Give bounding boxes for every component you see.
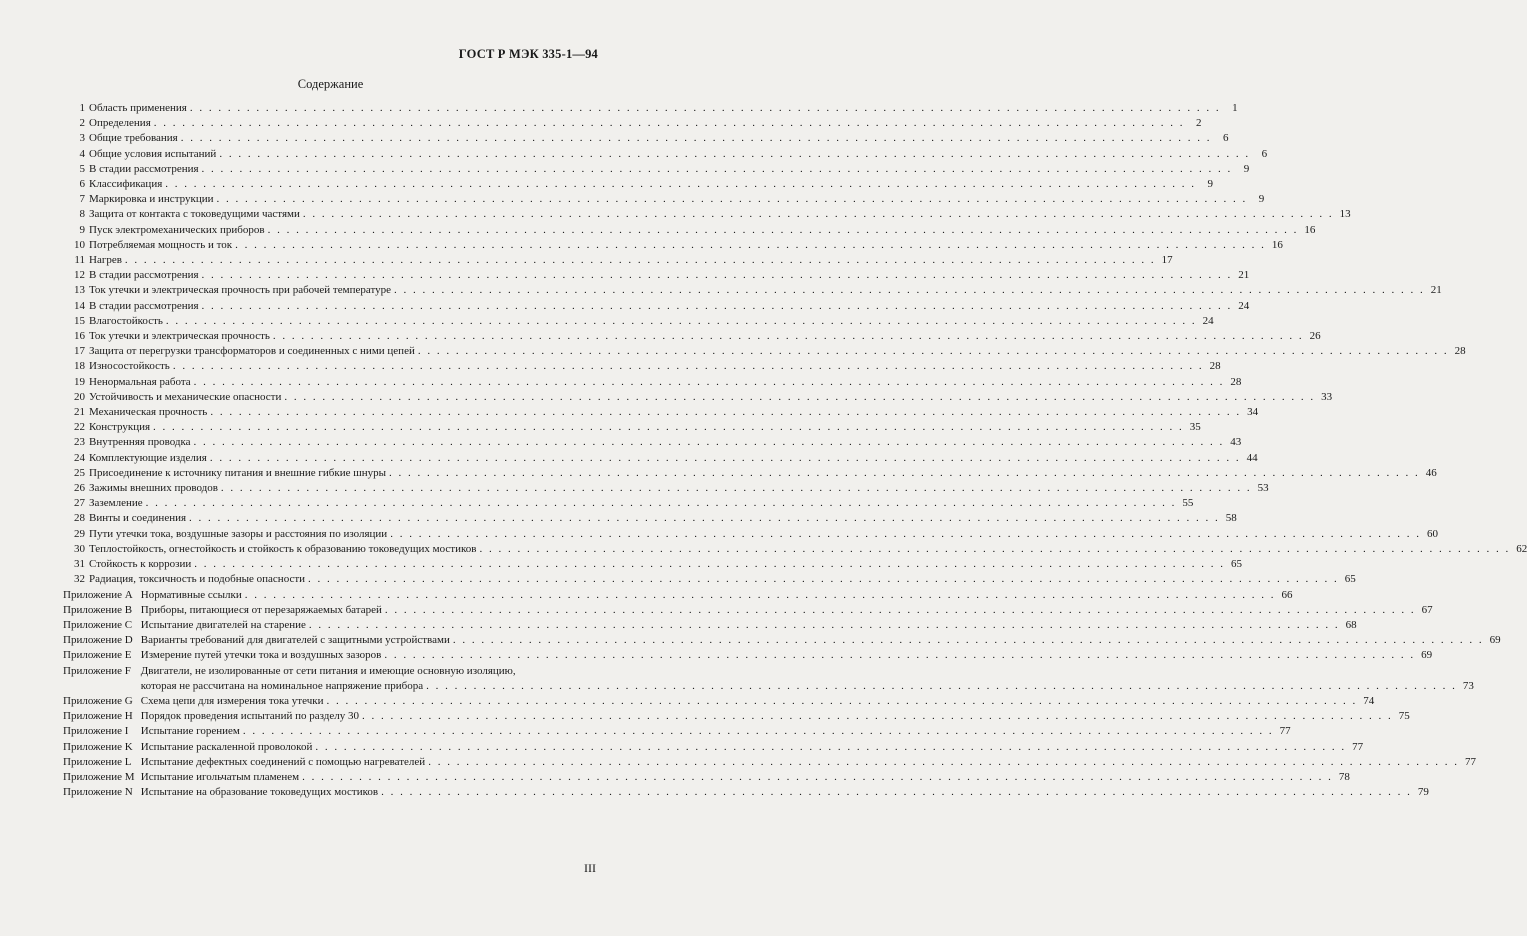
section-number: 26	[74, 482, 85, 495]
section-title: Определения	[89, 117, 151, 130]
section-number: 24	[74, 451, 85, 464]
page-reference: 53	[1257, 482, 1269, 495]
dot-leader	[418, 344, 1449, 359]
section-title: Защита от перегрузки трансформаторов и соединенных с ними цепей	[89, 345, 415, 358]
section-title: Внутренняя проводка	[89, 436, 191, 449]
appendix-entry	[63, 588, 1293, 603]
page-reference: 44	[1246, 451, 1258, 464]
appendix-word: Приложение	[63, 740, 123, 753]
dot-leader	[219, 147, 1250, 162]
appendix-title: Варианты требований для двигателей с защитными устройствами	[140, 634, 450, 647]
section-number: 1	[79, 102, 85, 114]
appendix-title-line2: которая не рассчитана на номинальное напряжение прибора	[140, 679, 424, 692]
appendix-letter: G	[124, 694, 133, 707]
section-title: Потребляемая мощность и ток	[89, 238, 233, 251]
section-number: 6	[79, 178, 85, 191]
appendix-entry	[63, 724, 1291, 739]
toc-entry	[63, 314, 1214, 329]
section-number: 4	[79, 147, 85, 160]
dot-leader	[268, 223, 1299, 238]
page-number: III	[584, 861, 596, 875]
appendix-letter: N	[124, 786, 133, 799]
page-reference: 9	[1243, 162, 1250, 175]
page-reference: 26	[1309, 330, 1321, 343]
appendix-word: Приложение	[63, 603, 123, 616]
toc-entry	[63, 101, 1238, 116]
dot-leader	[326, 694, 1357, 709]
toc-entry	[63, 299, 1250, 314]
dot-leader	[389, 466, 1420, 481]
page-reference: 21	[1238, 269, 1250, 282]
toc-entry	[63, 116, 1202, 131]
appendix-letter: C	[124, 618, 133, 631]
appendix-word: Приложение	[63, 634, 123, 647]
dot-leader	[154, 116, 1185, 131]
section-number: 20	[74, 390, 85, 403]
page-reference: 77	[1279, 725, 1291, 738]
page-reference: 79	[1417, 786, 1429, 799]
page-reference: 16	[1271, 238, 1283, 251]
page-reference: 58	[1225, 512, 1237, 525]
section-title: Теплостойкость, огнестойкость и стойкость к образованию токоведущих мостиков	[89, 542, 477, 555]
toc-entry	[63, 375, 1242, 390]
page-reference: 28	[1209, 360, 1221, 373]
appendix-label	[63, 664, 137, 679]
section-title: Пути утечки тока, воздушные зазоры и расстояния по изоляции	[89, 527, 388, 540]
appendix-letter: L	[124, 755, 132, 768]
appendix-label	[63, 588, 137, 603]
dot-leader	[303, 207, 1334, 222]
section-title: Комплектующие изделия	[89, 451, 207, 464]
appendix-letter: I	[124, 725, 129, 738]
toc-entry	[63, 557, 1243, 572]
appendix-letter: A	[124, 588, 133, 601]
toc-entry	[63, 420, 1201, 435]
toc-entry	[63, 496, 1194, 511]
appendix-letter: B	[124, 603, 133, 616]
table-of-contents	[63, 101, 1527, 800]
section-title: Общие условия испытаний	[89, 147, 217, 160]
dot-leader	[210, 405, 1241, 420]
toc-entry	[63, 359, 1221, 374]
dot-leader	[125, 253, 1156, 268]
appendix-letter: D	[124, 634, 133, 647]
appendix-title-block	[137, 664, 1474, 694]
page-reference: 77	[1464, 755, 1476, 768]
appendix-label	[63, 770, 137, 785]
section-title: Износостойкость	[89, 360, 170, 373]
dot-leader	[221, 481, 1252, 496]
toc-entry	[63, 192, 1265, 207]
toc-entry	[63, 253, 1173, 268]
toc-entry	[63, 207, 1351, 222]
page-reference: 33	[1321, 390, 1333, 403]
page-reference: 16	[1304, 223, 1316, 236]
dot-leader	[309, 618, 1340, 633]
section-title: Радиация, токсичность и подобные опасности	[89, 573, 306, 586]
section-number: 13	[74, 284, 85, 297]
appendix-title: Схема цепи для измерения тока утечки	[140, 694, 324, 707]
page-reference: 43	[1230, 436, 1242, 449]
page-reference: 78	[1338, 770, 1350, 783]
section-title: Ток утечки и электрическая прочность	[89, 330, 270, 343]
section-number: 9	[79, 223, 85, 236]
appendix-word: Приложение	[63, 755, 123, 768]
section-number: 10	[74, 238, 85, 251]
section-title: Ток утечки и электрическая прочность при рабочей температуре	[89, 284, 391, 297]
appendix-entry	[63, 785, 1429, 800]
page-reference: 65	[1344, 573, 1356, 586]
appendix-label	[63, 740, 137, 755]
dot-leader	[394, 283, 1425, 298]
appendix-word: Приложение	[63, 694, 123, 707]
toc-entry	[63, 344, 1466, 359]
appendix-entry	[63, 648, 1433, 663]
page-reference: 24	[1238, 299, 1250, 312]
page-reference: 1	[1232, 102, 1238, 114]
toc-entry	[63, 238, 1283, 253]
toc-entry	[63, 466, 1437, 481]
section-number: 3	[79, 132, 85, 145]
section-title: Зажимы внешних проводов	[89, 482, 218, 495]
section-number: 29	[74, 527, 85, 540]
section-number: 19	[74, 375, 85, 388]
appendix-label	[63, 648, 137, 663]
appendix-title: Испытание двигателей на старение	[140, 618, 306, 631]
appendix-entry	[63, 709, 1410, 724]
appendix-word: Приложение	[63, 786, 123, 799]
dot-leader	[385, 603, 1416, 618]
toc-entry	[63, 435, 1242, 450]
page-reference: 55	[1182, 497, 1194, 510]
page-reference: 17	[1161, 254, 1173, 267]
section-title: Стойкость к коррозии	[89, 558, 192, 571]
section-number: 21	[74, 406, 85, 419]
appendix-entry	[63, 755, 1476, 770]
section-number: 28	[74, 512, 85, 525]
page-reference: 34	[1247, 406, 1259, 419]
page-reference: 6	[1261, 147, 1268, 160]
section-title: Конструкция	[89, 421, 151, 434]
section-number: 7	[79, 193, 85, 206]
appendix-word: Приложение	[63, 664, 123, 677]
dot-leader	[181, 131, 1212, 146]
appendix-title: Испытание дефектных соединений с помощью нагревателей	[140, 755, 426, 768]
page-reference: 24	[1202, 314, 1214, 327]
appendix-word: Приложение	[63, 710, 123, 723]
toc-entry	[63, 481, 1269, 496]
section-title: Устойчивость и механические опасности	[89, 390, 282, 403]
section-title: Механическая прочность	[89, 406, 208, 419]
dot-leader	[381, 785, 1412, 800]
page-reference: 21	[1430, 284, 1442, 297]
section-number: 14	[74, 299, 85, 312]
toc-title: Содержание	[297, 77, 364, 91]
section-title: Общие требования	[89, 132, 178, 145]
appendix-word: Приложение	[63, 588, 123, 601]
dot-leader	[210, 451, 1241, 466]
page-reference: 6	[1222, 132, 1229, 145]
dot-leader	[190, 101, 1221, 116]
section-number: 11	[74, 254, 85, 267]
dot-leader	[453, 633, 1484, 648]
section-title: Винты и соединения	[89, 512, 187, 525]
section-number: 16	[74, 330, 85, 343]
section-number: 31	[74, 558, 85, 571]
dot-leader	[202, 162, 1233, 177]
section-title: Область применения	[89, 102, 187, 114]
dot-leader	[315, 740, 1346, 755]
toc-entry	[63, 511, 1237, 526]
section-number: 32	[74, 573, 85, 586]
dot-leader	[202, 299, 1233, 314]
dot-leader	[202, 268, 1233, 283]
toc-entry	[63, 405, 1259, 420]
dot-leader	[153, 420, 1184, 435]
section-title: Защита от контакта с токоведущими частями	[89, 208, 300, 221]
document-code: ГОСТ Р МЭК 335-1—94	[458, 47, 598, 61]
dot-leader	[362, 709, 1393, 724]
page-reference: 66	[1281, 588, 1293, 601]
toc-entry	[63, 268, 1250, 283]
dot-leader	[428, 755, 1459, 770]
section-number: 5	[79, 162, 85, 175]
section-title: Пуск электромеханических приборов	[89, 223, 265, 236]
page-reference: 13	[1339, 208, 1351, 221]
toc-entry	[63, 572, 1356, 587]
section-title: Классификация	[89, 178, 163, 191]
appendix-title-continuation	[137, 679, 1474, 694]
page-reference: 75	[1398, 710, 1410, 723]
appendix-title: Испытание горением	[140, 725, 240, 738]
appendix-title: Измерение путей утечки тока и воздушных зазоров	[140, 649, 382, 662]
dot-leader	[390, 527, 1421, 542]
page-reference: 67	[1421, 603, 1433, 616]
dot-leader	[284, 390, 1315, 405]
section-title: Заземление	[89, 497, 143, 510]
section-title: В стадии рассмотрения	[89, 299, 199, 312]
appendix-entry	[63, 633, 1501, 648]
appendix-letter: F	[124, 664, 131, 677]
toc-entry	[63, 451, 1258, 466]
appendix-word: Приложение	[63, 649, 123, 662]
toc-entry	[63, 542, 1527, 557]
toc-entry	[63, 390, 1333, 405]
dot-leader	[479, 542, 1510, 557]
section-number: 27	[74, 497, 85, 510]
section-title: Маркировка и инструкции	[89, 193, 214, 206]
appendix-letter: H	[124, 710, 133, 723]
section-title: Влагостойкость	[89, 314, 163, 327]
page-reference: 69	[1421, 649, 1433, 662]
page-reference: 74	[1363, 694, 1375, 707]
section-number: 22	[74, 421, 85, 434]
page-reference: 62	[1516, 542, 1527, 555]
page-reference: 73	[1462, 679, 1474, 692]
dot-leader	[146, 496, 1177, 511]
dot-leader	[302, 770, 1333, 785]
appendix-entry	[63, 664, 1474, 694]
page-reference: 35	[1189, 421, 1201, 434]
appendix-entry	[63, 618, 1357, 633]
toc-entry	[63, 329, 1321, 344]
page-reference: 68	[1345, 618, 1357, 631]
appendix-entry	[63, 694, 1375, 709]
dot-leader	[173, 359, 1204, 374]
page-reference: 9	[1258, 193, 1265, 206]
dot-leader	[189, 511, 1220, 526]
page-reference: 65	[1231, 558, 1243, 571]
appendix-title: Приборы, питающиеся от перезаряжаемых батарей	[140, 603, 382, 616]
appendix-label	[63, 755, 137, 770]
page-reference: 28	[1454, 345, 1466, 358]
toc-entry	[63, 162, 1250, 177]
dot-leader	[243, 724, 1274, 739]
page-reference: 60	[1426, 527, 1438, 540]
section-title: В стадии рассмотрения	[89, 162, 199, 175]
toc-entry	[63, 283, 1442, 298]
appendix-word: Приложение	[63, 770, 123, 783]
dot-leader	[245, 588, 1276, 603]
dot-leader	[217, 192, 1248, 207]
toc-entry	[63, 527, 1438, 542]
section-title: Присоединение к источнику питания и внешние гибкие шнуры	[89, 466, 386, 479]
page-reference: 28	[1230, 375, 1242, 388]
section-number: 15	[74, 314, 85, 327]
appendix-entry	[63, 740, 1364, 755]
appendix-letter: E	[124, 649, 132, 662]
section-number: 18	[74, 360, 85, 373]
section-number: 17	[74, 345, 85, 358]
appendix-label	[63, 709, 137, 724]
toc-entry	[63, 131, 1229, 146]
dot-leader	[194, 435, 1225, 450]
page-reference: 77	[1352, 740, 1364, 753]
appendix-word: Приложение	[63, 725, 123, 738]
section-number: 23	[74, 436, 85, 449]
section-title: Нагрев	[89, 254, 122, 267]
page-reference: 2	[1196, 117, 1202, 130]
page-reference: 46	[1425, 466, 1437, 479]
appendix-title: Порядок проведения испытаний по разделу 30	[140, 710, 359, 723]
section-title: В стадии рассмотрения	[89, 269, 199, 282]
appendix-title: Двигатели, не изолированные от сети питания и имеющие основную изоляцию,	[140, 664, 516, 677]
appendix-title: Нормативные ссылки	[140, 588, 242, 601]
appendix-title: Испытание на образование токоведущих мостиков	[140, 786, 379, 799]
toc-entry	[63, 147, 1268, 162]
appendix-label	[63, 724, 137, 739]
section-number: 12	[74, 269, 85, 282]
page-reference: 69	[1489, 634, 1501, 647]
toc-entry	[63, 223, 1316, 238]
dot-leader	[194, 375, 1225, 390]
dot-leader	[273, 329, 1304, 344]
appendix-letter: M	[124, 770, 135, 783]
appendix-entry	[63, 603, 1433, 618]
appendix-title: Испытание игольчатым пламенем	[140, 770, 300, 783]
dot-leader	[165, 177, 1196, 192]
page-reference: 9	[1207, 178, 1214, 191]
appendix-label	[63, 785, 137, 800]
section-number: 25	[74, 466, 85, 479]
dot-leader	[166, 314, 1197, 329]
appendix-title: Испытание раскаленной проволокой	[140, 740, 313, 753]
appendix-label	[63, 694, 137, 709]
dot-leader	[384, 648, 1415, 663]
appendix-label	[63, 603, 137, 618]
appendix-letter: K	[124, 740, 133, 753]
appendix-entry	[63, 770, 1350, 785]
dot-leader	[426, 679, 1457, 694]
toc-entry	[63, 177, 1214, 192]
appendix-word: Приложение	[63, 618, 123, 631]
appendix-label	[63, 618, 137, 633]
dot-leader	[235, 238, 1266, 253]
section-title: Ненормальная работа	[89, 375, 191, 388]
section-number: 2	[79, 117, 85, 130]
dot-leader	[194, 557, 1225, 572]
section-number: 30	[74, 542, 85, 555]
dot-leader	[308, 572, 1339, 587]
appendix-label	[63, 633, 137, 648]
section-number: 8	[79, 208, 85, 221]
